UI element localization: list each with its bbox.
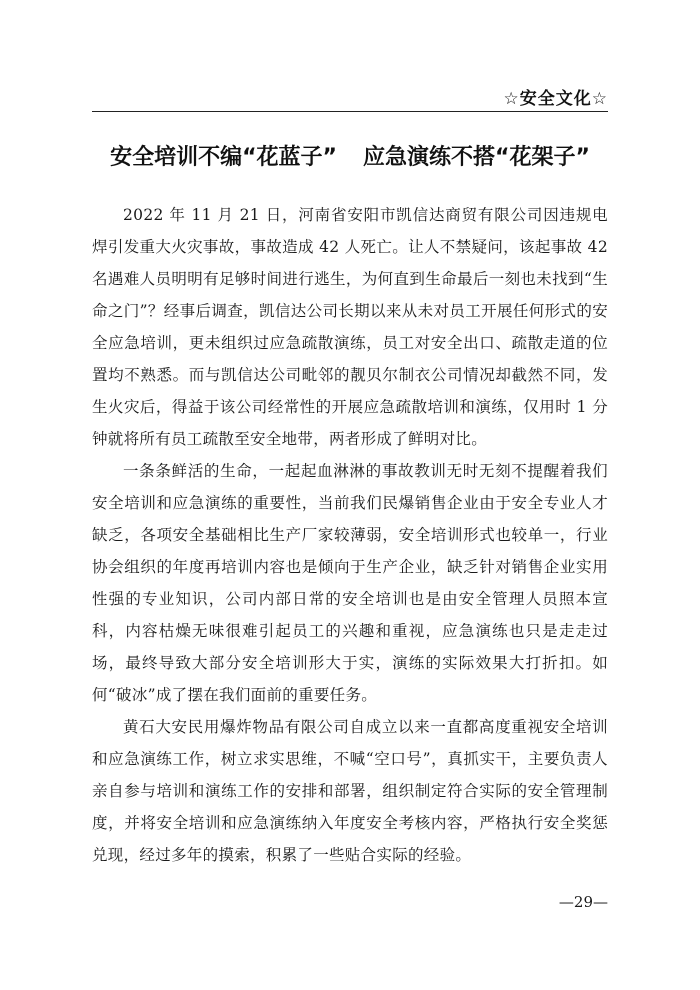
article-body <box>92 199 608 871</box>
article-title-part-2: 应急演练不搭“花架子” <box>363 145 590 170</box>
page-number: —29— <box>558 893 608 911</box>
paragraph: 一条条鲜活的生命，一起起血淋淋的事故教训无时无刻不提醒着我们安全培训和应急演练的重要性，当前我们民爆销售企业由于安全专业人才缺乏，各项安全基础相比生产厂家较薄弱，安全培训形式也较单一，行业协会组织的年度再培训内容也是倾向于生产企业，缺乏针对销售企业实用性强的专业知识，公司内部日常的安全培训也是由安全管理人员照本宣科，内容枯燥无味很难引起员工的兴趣和重视，应急演练也只是走走过场，最终导致大部分安全培训形大于实，演练的实际效果大打折扣。如何“破冰”成了摆在我们面前的重要任务。 <box>92 462 608 704</box>
paragraph: 黄石大安民用爆炸物品有限公司自成立以来一直都高度重视安全培训和应急演练工作，树立求实思维，不喊“空口号”，真抓实干，主要负责人亲自参与培训和演练工作的安排和部署，组织制定符合实际的安全管理制度，并将安全培训和应急演练纳入年度安全考核内容，严格执行安全奖惩兑现，经过多年的摸索，积累了一些贴合实际的经验。 <box>92 718 608 864</box>
article-title <box>92 140 608 171</box>
article-title-part-1: 安全培训不编“花蓝子” <box>110 145 337 170</box>
header-divider <box>92 111 608 112</box>
paragraph: 2022 年 11 月 21 日，河南省安阳市凯信达商贸有限公司因违规电焊引发重大火灾事故，事故造成 42 人死亡。让人不禁疑问，该起事故 42 名遇难人员明明有足够时间进行逃生，为何直到生命最后一刻也未找到“生命之门”？经事后调查，凯信达公司长期以来从未对员工开展任何形式的安全应急培训，更未组织过应急疏散演练，员工对安全出口、疏散走道的位置均不熟悉。而与凯信达公司毗邻的靓贝尔制衣公司情况却截然不同，发生火灾后，得益于该公司经常性的开展应急疏散培训和演练，仅用时 1 分钟就将所有员工疏散至安全地带，两者形成了鲜明对比。 <box>92 206 608 448</box>
section-header: ☆安全文化☆ <box>503 89 608 109</box>
